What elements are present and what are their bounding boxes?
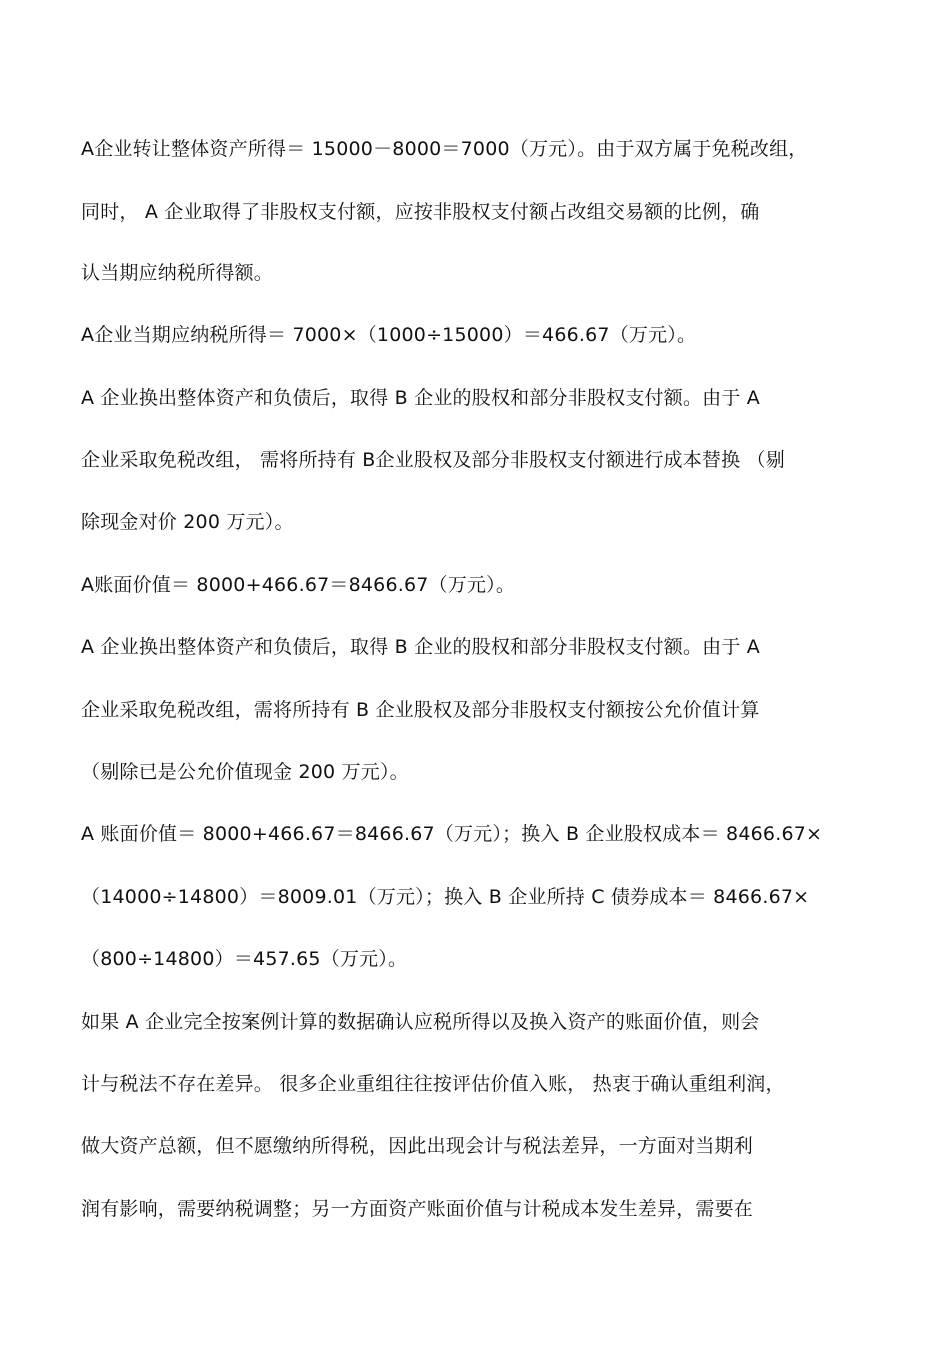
text-line: 企业采取免税改组， 需将所持有 B企业股权及部分非股权支付额进行成本替换 （剔 (81, 449, 785, 471)
text-line: （14000÷14800）＝8009.01（万元）；换入 B 企业所持 C 债券成本＝ 8466.67× (81, 886, 810, 908)
text-line: 做大资产总额，但不愿缴纳所得税，因此出现会计与税法差异，一方面对当期利 (81, 1135, 754, 1157)
text-line: 润有影响，需要纳税调整；另一方面资产账面价值与计税成本发生差异，需要在 (81, 1198, 754, 1220)
text-line: A 企业换出整体资产和负债后，取得 B 企业的股权和部分非股权支付额。由于 A (81, 636, 760, 658)
text-line: A企业当期应纳税所得＝ 7000×（1000÷15000）＝466.67（万元）。 (81, 324, 697, 346)
text-line: 认当期应纳税所得额。 (81, 262, 274, 284)
text-line: （剔除已是公允价值现金 200 万元）。 (81, 761, 409, 783)
text-line: A账面价值＝ 8000+466.67＝8466.67（万元）。 (81, 574, 516, 596)
text-line: A 企业换出整体资产和负债后，取得 B 企业的股权和部分非股权支付额。由于 A (81, 387, 760, 409)
text-line: 同时， A 企业取得了非股权支付额，应按非股权支付额占改组交易额的比例，确 (81, 201, 760, 223)
text-line: 除现金对价 200 万元）。 (81, 511, 294, 533)
text-line: 企业采取免税改组，需将所持有 B 企业股权及部分非股权支付额按公允价值计算 (81, 699, 760, 721)
text-line: A 账面价值＝ 8000+466.67＝8466.67（万元）；换入 B 企业股权成本＝ 8466.67× (81, 823, 823, 845)
text-line: 如果 A 企业完全按案例计算的数据确认应税所得以及换入资产的账面价值，则会 (81, 1011, 760, 1033)
text-line: A企业转让整体资产所得＝ 15000－8000＝7000（万元）。由于双方属于免税改组， (81, 138, 808, 160)
text-line: （800÷14800）＝457.65（万元）。 (81, 948, 408, 970)
text-line: 计与税法不存在差异。 很多企业重组往往按评估价值入账， 热衷于确认重组利润， (81, 1073, 785, 1095)
